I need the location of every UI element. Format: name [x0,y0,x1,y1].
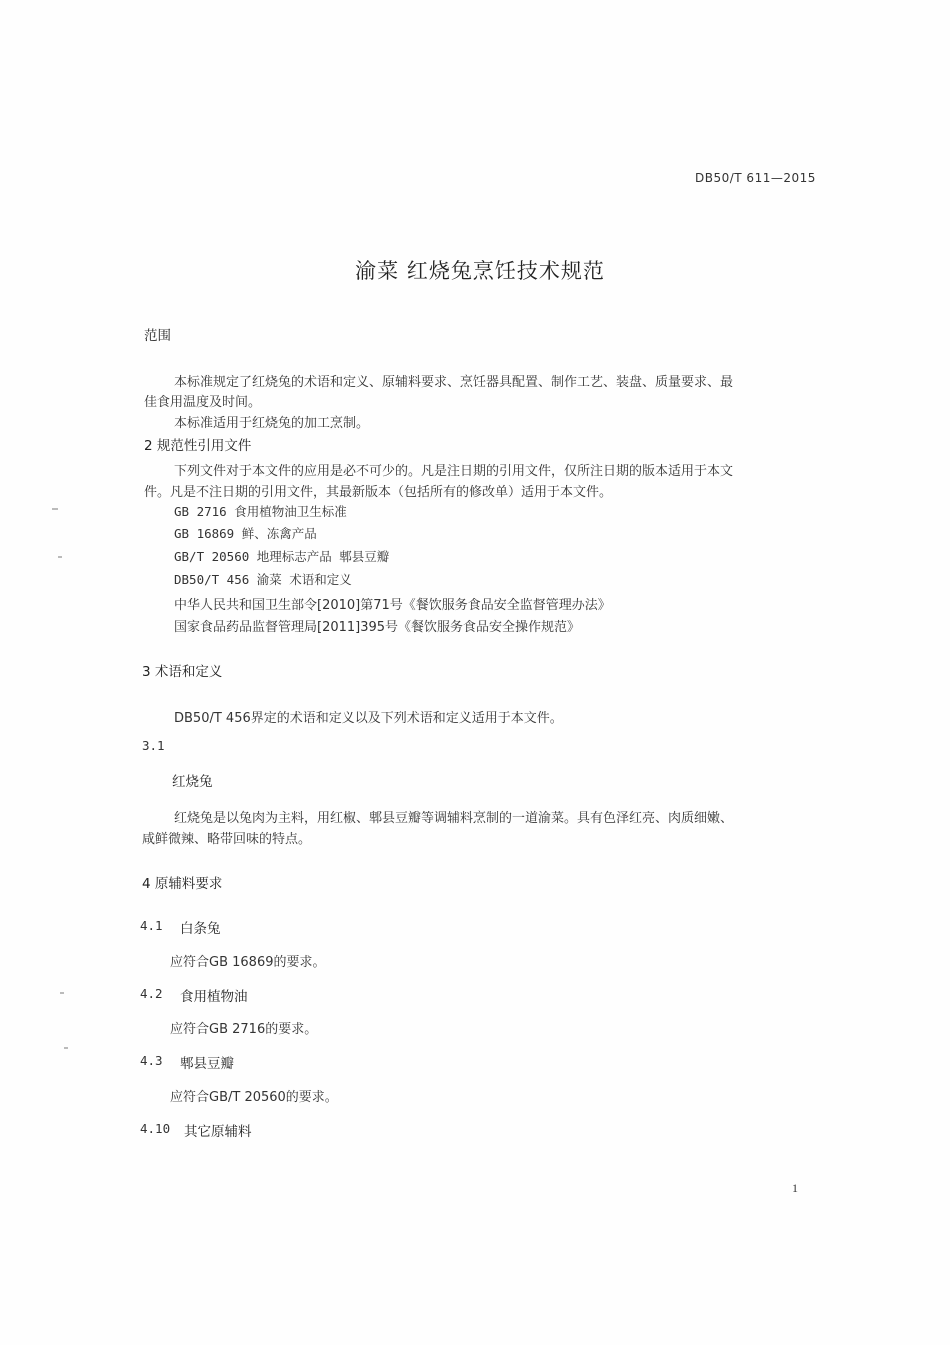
scan-mark [52,508,58,510]
item-requirement: 应符合GB 2716的要求。 [170,1022,318,1037]
term-name: 红烧兔 [172,774,213,790]
reference-item: 国家食品药品监督管理局[2011]395号《餐饮服务食品安全操作规范》 [174,620,581,635]
item-requirement: 应符合GB/T 20560的要求。 [170,1090,338,1105]
section-2-intro-line-1: 下列文件对于本文件的应用是必不可少的。凡是注日期的引用文件，仅所注日期的版本适用于本文 [174,464,734,479]
section-1-paragraph-1-line-2: 佳食用温度及时间。 [144,395,262,410]
section-1-paragraph-1-line-1: 本标准规定了红烧兔的术语和定义、原辅料要求、烹饪器具配置、制作工艺、装盘、质量要求、最 [174,375,734,390]
item-number: 4.2 [140,986,163,1001]
scan-mark [60,992,64,994]
section-4-heading: 4 原辅料要求 [142,876,223,892]
reference-item: GB/T 20560 地理标志产品 郫县豆瓣 [174,549,390,564]
section-3-heading: 3 术语和定义 [142,664,223,680]
section-2-heading: 2 规范性引用文件 [144,438,252,454]
reference-item: DB50/T 456 渝菜 术语和定义 [174,572,352,587]
item-name: 食用植物油 [180,989,248,1005]
item-number: 4.3 [140,1053,163,1068]
section-3-intro: DB50/T 456界定的术语和定义以及下列术语和定义适用于本文件。 [174,711,563,726]
reference-item: GB 2716 食用植物油卫生标准 [174,504,347,519]
item-name: 其它原辅料 [184,1124,252,1140]
item-number: 4.1 [140,918,163,933]
section-2-intro-line-2: 件。凡是不注日期的引用文件，其最新版本（包括所有的修改单）适用于本文件。 [144,485,613,500]
section-1-paragraph-2: 本标准适用于红烧兔的加工烹制。 [174,416,370,431]
term-definition-line-1: 红烧兔是以兔肉为主料，用红椒、郫县豆瓣等调辅料烹制的一道渝菜。具有色泽红亮、肉质细嫩、 [174,811,734,826]
item-number: 4.10 [140,1121,171,1136]
document-title: 渝菜 红烧兔烹饪技术规范 [355,259,605,283]
standard-code: DB50/T 611—2015 [695,171,816,185]
page-number: 1 [792,1181,798,1195]
item-requirement: 应符合GB 16869的要求。 [170,955,326,970]
scan-mark [58,556,62,558]
section-1-heading: 范围 [144,328,171,344]
scan-mark [64,1047,68,1049]
section-3-1-number: 3.1 [142,738,165,753]
term-definition-line-2: 咸鲜微辣、略带回味的特点。 [142,832,312,847]
reference-item: GB 16869 鲜、冻禽产品 [174,526,317,541]
item-name: 白条兔 [180,921,221,937]
item-name: 郫县豆瓣 [180,1056,234,1072]
reference-item: 中华人民共和国卫生部令[2010]第71号《餐饮服务食品安全监督管理办法》 [174,598,611,613]
